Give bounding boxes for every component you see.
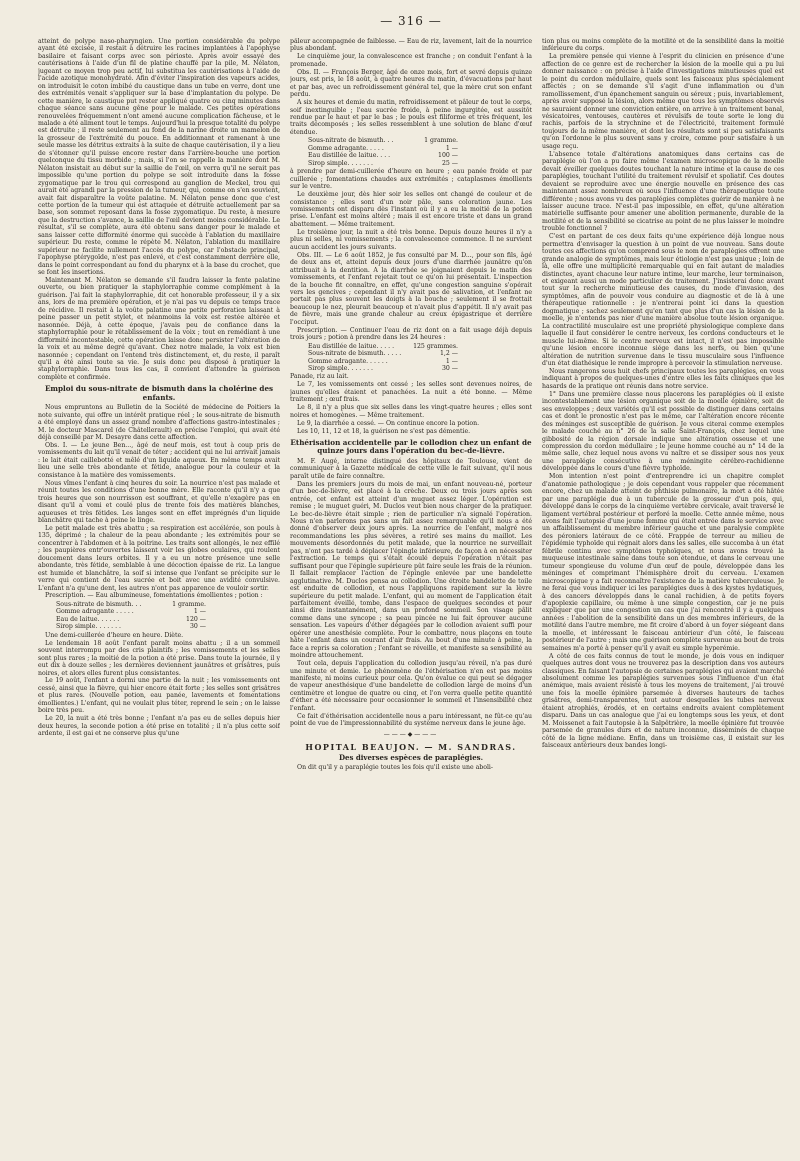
- paragraph: C'est en partant de ces deux faits qu'une expérience déjà longue nous permettra d'envisager la question à un point de vue nouveau. Sans doute toutes ces affections qu'on comprend sous le nom de paraplégies offrent une grande analogie de symptômes, mais leur étiologie n'est pas unique ; loin de là, elle offre une multiplicité remarquable qui en fait autant de maladies distinctes, ayant chacune leur nature intime, leur marche, leur terminaison, et exigeant aussi un mode particulier de traitement. J'insisterai donc avant tout sur la recherche minutieuse des causes, du mode d'invasion, des symptômes, afin de pouvoir vous conduire au diagnostic et de là à une thérapeutique rationnelle : je n'entrerai point ici dans la question dogmatique ; sachez seulement qu'en tant que plus d'un cas la lésion de la moelle, je n'entends pas nier d'une manière absolue toute lésion organique. La contractilité musculaire est une propriété physiologique complexe dans laquelle il faut considérer le centre nerveux, les cordons conducteurs et le muscle lui-même. Si le centre nerveux est intact, il n'est pas impossible qu'une lésion encore inconnue siége dans les nerfs, ou bien qu'une altération de nutrition survenue dans le tissu musculaire sous l'influence d'un état diathésique le rende impropre à percevoir la stimulation nerveuse.: [542, 233, 784, 367]
- paragraph: Tout cela, depuis l'application du collodion jusqu'au réveil, n'a pas duré une minute et demie. Le phénomène de l'éthérisation n'en est pas moins manifeste, ni moins curieux pour cela. Qu'on évalue ce qui peut se dégager de vapeur anesthésique d'une bandelette de collodion large de moins d'un centimètre et longue de quatre ou cinq, et l'on verra quelle petite quantité d'éther a été nécessaire pour occasionner le sommeil et l'insensibilité chez l'enfant.: [290, 660, 532, 712]
- paragraph: Le 7, les vomissements ont cessé ; les selles sont devenues noires, de jaunes qu'elles étaient et panachées. La nuit a été bonne. — Même traitement ; œuf frais.: [290, 381, 532, 404]
- paragraph: Nous vîmes l'enfant à cinq heures du soir. La nourrice n'est pas malade et réunit toutes les conditions d'une bonne mère. Elle raconte qu'il n'y a que trois heures que son nourrisson est souffrant, et qu'elle n'exagère pas en disant qu'il a vomi et coulé plus de trente fois des matières blanches, aqueuses et très fétides. Les langes sont en effet imprégnés d'un liquide blanchâtre qui tache à peine le linge.: [38, 479, 280, 524]
- paragraph: Les 10, 11, 12 et 18, la guérison ne s'est pas démentie.: [297, 427, 471, 435]
- paragraph: Obs. III. — Le 6 août 1852, je fus consulté par M. D..., pour son fils, âgé de deux ans et, atteint depuis deux jours d'une diarrhée jaunâtre qu'on attribuait à la dentition. A la diarrhée se joignaient depuis le matin des vomissements, et l'enfant rejetait tout ce qu'on lui présentait. L'inspection de la bouche fit connaître, en effet, qu'une congestion sanguine s'opérait vers les gencives ; cependant il n'y avait pas de salivation, et l'enfant ne portait pas plus souvent les doigts à la bouche ; seulement il se frottait beaucoup le nez, pleurait beaucoup et n'avait plus d'appétit. Il n'y avait pas de fièvre, mais une grande chaleur au creux épigastrique et derrière l'occiput.: [290, 251, 532, 326]
- text-columns: [38, 38, 784, 1150]
- paragraph: L'absence totale d'altérations anatomiques dans certains cas de paraplégie où l'on a pu faire même l'examen microscopique de la moelle devait éveiller quelques doutes touchant la nature intime et la cause de ces paraplégies, touchant l'utilité du traitement révulsif et spoliatif. Ces doutes devaient se reproduire avec une énergie nouvelle en présence des cas maintenant assez nombreux où sous l'influence d'une thérapeutique toute différente ; nous avons vu des paraplégies complètes guérir de manière à ne laisser aucune trace. N'est-il pas impossible, en effet, qu'une altération matérielle suffisante pour amener une abolition permanente, durable de la motilité et de la sensibilité se cicatrise au point de ne plus laisser le moindre trouble fonctionnel ?: [542, 150, 784, 233]
- prescription-line: Gomme adragante. . . . . 1 —: [308, 144, 458, 152]
- section-subheading: Des diverses espèces de paraplégies.: [338, 752, 484, 762]
- prescription-line: Sous-nitrate de bismuth. . . 1 gramme.: [308, 137, 458, 145]
- paragraph: Le troisième jour, la nuit a été très bonne. Depuis douze heures il n'y a plus ni selles, ni vomissements ; la convalescence commence. Il ne survient aucun accident les jours suivants.: [290, 228, 532, 251]
- paragraph: Mon intention n'est point d'entreprendre ici un chapitre complet d'anatomie pathologique ; je dois cependant vous rappeler que récemment encore, chez un malade atteint de phthisie pulmonaire, la mort a été hâtée par une paraplégie due à un tubercule de la grosseur d'un pois, qui, développé dans le corps de la cinquième vertèbre cervicale, avait traversé le ligament vertébral postérieur et perforé la moelle. Cette année même, nous avons fait l'autopsie d'une jeune femme qui était entrée dans le service avec un affaiblissement du membre inférieur gauche et une paralysie complète des péroniers latéraux de ce côté. Frappée de terreur au milieu de l'épidémie typhoïde qui régnait alors dans les salles, elle succomba à un état fébrile continu avec symptômes typhoïques, et nous avons trouvé la muqueuse intestinale saine dans toute son étendue, et dans le cerveau une tumeur spongieuse du volume d'un œuf de poule, développée dans les méninges et comprimant l'hémisphère droit du cerveau. L'examen microscopique y a fait reconnaître l'existence de la matière tuberculeuse. Je ne ferai que vous indiquer ici les paraplégies dues à des kystes hydatiques, à des cancers développés dans le canal rachidien, à de petits foyers d'apoplexie capillaire, ou même à une simple congestion, car je ne puis expliquer que par une congestion un cas que j'ai rencontré il y a quelques années : l'abolition de la sensibilité dans un des membres inférieurs, de la motilité dans l'autre membre, me fit croire d'abord à un foyer siégeant dans la moelle, et intéressant le faisceau antérieur d'un côté, le faisceau postérieur de l'autre ; mais une guérison complète survenue au bout de trois semaines m'a porté à penser qu'il y avait eu simple hyperémie.: [542, 473, 784, 652]
- prescription-list: [56, 601, 280, 631]
- prescription-line: Sirop simple. . . . . . . 25 —: [308, 159, 458, 167]
- paragraph: Nous empruntons au Bulletin de la Société de médecine de Poitiers la note suivante, qui offre un intérêt pratique réel ; le sous-nitrate de bismuth a été employé dans un assez grand nombre d'affections gastro-intestinales ; M. le docteur Mascarel (de Châtellerault) en précise l'emploi, qui avait été déjà conseillé par M. Desayre dans cette affection.: [38, 404, 280, 441]
- paragraph: A côté de ces faits connus de tout le monde, je dois vous en indiquer quelques autres dont vous ne trouverez pas la description dans vos auteurs classiques. En faisant l'autopsie de certaines paraplégies qui avaient marché absolument comme les paraplégies survenues sous l'influence d'un état anémique, mais avaient résisté à tous les moyens de traitement, j'ai trouvé une fois la moelle épinière parsemée à diverses hauteurs de taches grisâtres, demi-transparentes, tout autour desquelles les tubes nerveux étaient atrophiés, érodés, et en certains endroits avaient complètement disparu. Dans un cas analogue que j'ai eu longtemps sous les yeux, et dont M. Moissenet a fait l'autopsie à la Salpêtrière, la moelle épinière fut trouvée parsemée de granules durs et de nature inconnue, disséminés de chaque côté de la ligne médiane. Enfin, dans un troisième cas, il existait sur les faisceaux antérieurs deux bandes longi-: [542, 652, 784, 750]
- prescription-line: Gomme adragante. . . . . . 1 —: [308, 357, 458, 365]
- paragraph: La première pensée qui vienne à l'esprit du clinicien en présence d'une affection de ce genre est de rechercher la lésion de la moelle qui a pu lui donner naissance : on précise à l'aide d'investigations minutieuses quel est le point du cordon médullaire, quels sont les faisceaux plus spécialement affectés ; on se demande s'il s'agit d'une inflammation ou d'un ramollissement, d'un épanchement sanguin ou séreux ; puis, invariablement, après avoir supposé la lésion, alors même que tous les symptômes observés ne sauraient donner une conviction entière, on arrive à un traitement banal, vésicatoires, ventouses, cautères et révulsifs de toute sorte le long du rachis, parfois de la strychnine et de l'électricité, traitement formulé toujours de la même manière, et dont les résultats sont si peu satisfaisants qu'on l'ordonne le plus souvent sans y croire, comme pour satisfaire à un usage reçu.: [542, 53, 784, 150]
- paragraph: On dit qu'il y a paraplégie toutes les fois qu'il existe une aboli-: [297, 764, 493, 772]
- prescription-list: [308, 137, 532, 167]
- prescription-line: Sous-nitrate de bismuth. . . 1 gramme.: [56, 600, 206, 608]
- prescription-list: [308, 343, 532, 373]
- section-heading-bismuth: Emploi du sous-nitrate de bismuth dans la cholérine des enfants.: [44, 384, 274, 402]
- paragraph: Ce fait d'éthérisation accidentelle nous a paru intéressant, ne fût-ce qu'au point de vue de l'impressionnabilité du système nerveux dans le jeune âge.: [290, 712, 532, 728]
- prescription-label: Prescription. — Eau albumineuse, fomentations émollientes ; potion :: [45, 592, 263, 600]
- paragraph: Le 8, il n'y a plus que six selles dans les vingt-quatre heures ; elles sont noires et homogènes. — Même traitement.: [290, 404, 532, 419]
- page-number: — 316 —: [380, 14, 442, 28]
- prescription-line: Sous-nitrate de bismuth. . . . . 1,2 —: [308, 350, 458, 358]
- paragraph: A six heures et demie du matin, refroidissement et pâleur de tout le corps, soif inextinguible ; l'eau sucrée froide, à peine ingurgitée, est aussitôt rendue par le haut et par le bas ; le pouls est filiforme et très fréquent, les traits décomposés ; les selles ressemblent à une solution de blanc d'œuf étendue.: [290, 99, 532, 136]
- paragraph: à prendre par demi-cuillerée d'heure en heure ; eau panée froide et par cuillerée ; fomentations chaudes aux extrémités ; cataplasmes émollients sur le ventre.: [290, 168, 532, 191]
- prescription-line: Sirop simple. . . . . . . 30 —: [56, 623, 206, 631]
- paragraph: Le cinquième jour, la convalescence est franche ; on conduit l'enfant à la promenade.: [290, 53, 532, 68]
- paragraph: Le 19 août, l'enfant a dormi une partie de la nuit ; les vomissements ont cessé, ainsi que la fièvre, qui hier encore était forte ; les selles sont grisâtres et plus rares. (Nouvelle potion, eau panée, lavements et fomentations émollientes.) L'enfant, qui ne voulait plus téter, reprend le sein ; on le laisse boire très peu.: [38, 677, 280, 715]
- column-middle: [290, 38, 532, 1150]
- paragraph: Le 20, la nuit a été très bonne ; l'enfant n'a pas eu de selles depuis hier deux heures, la seconde potion a été prise en totalité ; il n'a plus cette soif ardente, il est gai et ne conserve plus qu'une: [38, 715, 280, 738]
- prescription-line: Eau de laitue. . . . . . 120 —: [56, 615, 206, 623]
- section-heading-ether: Ethérisation accidentelle par le collodion chez un enfant de quinze jours dans l'opération du bec-de-lièvre.: [290, 438, 532, 456]
- paragraph: Le 9, la diarrhée a cessé. — On continue encore la potion.: [297, 419, 480, 427]
- prescription-line: Eau distillée de laitue. . . . 100 —: [308, 152, 458, 160]
- paragraph: Panade, riz au lait.: [290, 373, 349, 381]
- hospital-heading: HOPITAL BEAUJON. — M. SANDRAS.: [305, 742, 517, 753]
- ornament-divider: ———◆———: [383, 730, 439, 738]
- prescription-label: Prescription. — Continuer l'eau de riz dont on a fait usage déjà depuis trois jours ; potion à prendre dans les 24 heures :: [290, 326, 532, 342]
- paragraph: atteint de polype naso-pharyngien. Une portion considérable du polype ayant été excisée, il restait à détruire les racines implantées à l'apophyse basilaire et faisant corps avec son périoste. Après avoir essayé des cautérisations à l'aide d'un fil de platine chauffé par la pile, M. Nélaton, jugeant ce moyen trop peu actif, lui substitua les cautérisations à l'aide de l'acide azotique monohydraté. Afin d'éviter l'inspiration des vapeurs acides, on introduisit le coton imbibé du caustique dans un tube en verre, dont une des extrémités venait s'appliquer sur la base d'implantation du polype. De cette manière, le caustique put rester appliqué quatre ou cinq minutes dans chaque séance sans aucune gêne pour le malade. Ces petites opérations renouvelées fréquemment n'ont amené aucune complication fâcheuse, et le malade a été aliment tout le temps. Aujourd'hui la presque totalité du polype est détruite ; il reste seulement au fond de la narine droite un mamelon de la grosseur de l'extrémité du pouce. En additionnant et ramenant à une seule masse les détritus extraits à la suite de chaque cautérisation, il y a lieu de s'étonner qu'il puisse encore rester dans l'arrière-bouche une portion quelconque du tissu morbide ; mais, si l'on se rappelle la manière dont M. Nélaton insistait au début sur la saillie de l'œil, on verra qu'il ne serait pas impossible qu'une portion du polype se soit introduite dans la fosse zygomatique par le trou qui correspond au ganglion de Meckel, trou qui aurait été agrandi par la pression de la tumeur, qui, comme on s'en souvient, avait fait disparaître la voûte palatine. M. Nélaton pense donc que c'est cette portion de la tumeur qui est attaquée et détruite actuellement par sa base, son sommet reposant dans la fosse zygomatique. Du reste, à mesure que la destruction s'avance, la saillie de l'œil devient moins considérable. Le résultat, s'il se complète, aura été obtenu sans danger pour le malade et sans laisser cette difformité énorme qui succède à l'ablation du maxillaire supérieur. Du reste, comme le répète M. Nélaton, l'ablation du maxillaire supérieur ne facilite nullement l'accès du polype, car l'obstacle principal, l'apophyse ptérygoïde, n'est pas enlevé, et c'est constamment derrière elle, dans le point correspondant au fond du pharynx et à la base du crochet, que se font les insertions.: [38, 38, 280, 277]
- paragraph: Obs. II. — François Berger, âgé de onze mois, fort et sevré depuis quinze jours, est pris, le 18 août, à quatre heures du matin, d'évacuations par haut et par bas, avec un refroidissement général tel, que la mère crut son enfant perdu.: [290, 68, 532, 99]
- column-right: [542, 38, 784, 1150]
- paragraph: Maintenant M. Nélaton se demande s'il faudra laisser la fente palatine ouverte, ou bien pratiquer la staphylorraphie comme complément à la guérison. J'ai fait la staphylorraphie, dit cet honorable professeur, il y a six ans, lors de ma première opération, et je n'ai pas vu depuis ce temps trace de récidive. Il restait à la voûte palatine une petite perforation laissant à peine passer un petit stylet, et néanmoins la voix est restée altérée et nasonnée. Déjà, à cette époque, j'avais peu de confiance dans la staphylorraphie pour le rétablissement de la voix ; tout en remédiant à une difformité incontestable, cette opération laisse donc persister l'altération de la voix et au même degré qu'avant. Chez notre malade, la voix est bien nasonnée ; cependant on l'entend très distinctement, et, du reste, il paraît qu'il a été ainsi toute sa vie. Je suis donc peu disposé à pratiquer la staphylorraphie. Dans tous les cas, il convient d'attendre la guérison complète et confirmée.: [38, 277, 280, 381]
- paragraph: pâleur accompagnée de faiblesse. — Eau de riz, lavement, lait de la nourrice plus abondant.: [290, 38, 532, 53]
- paragraph: Le petit malade est très abattu ; sa respiration est accélérée, son pouls à 135, déprimé ; la chaleur de la peau abondante ; les extrémités pour se concentrer à l'abdomen et à la poitrine. Les traits sont allongés, le nez effilé ; les paupières entr'ouvertes laissent voir les globes oculaires, qui roulent doucement dans leurs orbites. Il y a eu un notre présence une selle abondante, très fétide, semblable à une décoction épaisse de riz. La langue est humide et blanchâtre, la soif si intense que l'enfant se précipite sur le verre qui contient de l'eau sucrée et boit avec une avidité convulsive. L'enfant n'a qu'une dent, les autres n'ont pas apparence de vouloir sortir.: [38, 524, 280, 592]
- prescription-line: Sirop simple. . . . . . . 30 —: [308, 364, 458, 372]
- column-left: [38, 38, 280, 1150]
- paragraph: Obs. I. — Le jeune Ben..., âgé de neuf mois, est tout à coup pris de vomissements du lait qu'il venait de téter ; accident qui ne lui arrivait jamais : le lait était caillebotté et mêlé d'un liquide aqueux. En même temps avait lieu une selle très abondante et fétide, analogue pour la couleur et la consistance à la matière des vomissements.: [38, 441, 280, 479]
- journal-page: [38, 14, 784, 1154]
- paragraph: M. F. Augé, interne distingué des hôpitaux de Toulouse, vient de communiquer à la Gazette médicale de cette ville le fait suivant, qu'il nous paraît utile de faire connaître.: [290, 457, 532, 480]
- paragraph: 1° Dans une première classe nous placerons les paraplégies où il existe incontestablement une lésion organique soit de la moelle épinière, soit de ses enveloppes ; deux variétés qu'il est possible de distinguer dans certains cas et dont le pronostic n'est pas le même, car l'altération encore récente des méninges est susceptible de guérison. Je vous citerai comme exemples le malade couché au n° 26 de la salle Saint-François, chez lequel une gibbosité de la région dorsale indique une altération osseuse et une compression du cordon médullaire ; le jeune homme couché au n° 14 de la même salle, chez lequel nous avons vu naître et se dissiper sous nos yeux une paraplégie consécutive à une méningite cérébro-rachidienne développée dans le cours d'une fièvre typhoïde.: [542, 390, 784, 473]
- prescription-line: Gomme adragante . . . . . 1 —: [56, 608, 206, 616]
- paragraph: Le lendemain 18 août l'enfant paraît moins abattu ; il a un sommeil souvent interrompu par des cris plaintifs ; les vomissements et les selles sont plus rares ; la moitié de la potion a été prise. Dans toute la journée, il y eut dix à douze selles ; les dernières deviennent jaunâtres et grisâtres, puis noires, et alors elles furent plus consistantes.: [38, 639, 280, 677]
- paragraph: Une demi-cuillerée d'heure en heure. Diète.: [45, 631, 184, 639]
- paragraph: Nous rangerons sous huit chefs principaux toutes les paraplégies, en vous indiquant à propos de quelques-unes d'entre elles les faits cliniques que les hasards de la pratique ont réunis dans notre service.: [542, 367, 784, 390]
- paragraph: tion plus ou moins complète de la motilité et de la sensibilité dans la moitié inférieure du corps.: [542, 38, 784, 53]
- prescription-line: Eau distillée de laitue. . . . . 125 grammes.: [308, 342, 458, 350]
- paragraph: Dans les premiers jours du mois de mai, un enfant nouveau-né, porteur d'un bec-de-lièvre, est placé à la crèche. Deux ou trois jours après son entrée, cet enfant est atteint d'un muguet assez léger. L'opération est remise ; le muguet guéri, M. Duclos veut bien nous charger de la pratiquer. Le bec-de-lièvre était simple ; rien de particulier n'a signalé l'opération. Nous n'en parlerons pas sans un fait assez remarquable qu'il nous a été donné d'observer deux jours après. La nourrice de l'enfant, malgré nos recommandations les plus sévères, a retiré ses mains du maillot. Les mouvements désordonnés du petit malade, que la nourrice ne surveillait pas, n'ont pas tardé à déplacer l'épingle inférieure, de façon à en nécessiter l'extraction. Le temps qui s'était écoulé depuis l'opération n'était pas suffisant pour que l'épingle supérieure pût faire seule les frais de la réunion. Il fallait remplacer l'action de l'épingle enlevée par une bandelette agglutinative. M. Duclos pensa au collodion. Une étroite bandelette de toile est enduite de collodion, et nous l'appliquons rapidement sur la lèvre supérieure du petit malade. L'enfant, qui au moment de l'application était parfaitement éveillé, tombe, dans l'espace de quelques secondes et pour ainsi dire instantanément, dans un profond sommeil. Son visage pâlit comme dans une syncope ; sa peau pincée ne lui fait éprouver aucune sensation. Les vapeurs d'éther dégagées par le collodion avaient suffi pour opérer une anesthésie complète. Pour le combattre, nous plaçons en toute hâte l'enfant dans un courant d'air frais. Au bout d'une minute à peine, la face a repris sa coloration ; l'enfant se réveille, et manifeste sa sensibilité au moindre attouchement.: [290, 480, 532, 660]
- paragraph: Le deuxième jour, dès hier soir les selles ont changé de couleur et de consistance ; elles sont d'un noir pâle, sans coloration jaune. Les vomissements ont disparu dès l'instant où il y a eu la moitié de la potion prise. L'enfant est moins altéré ; mais il est encore triste et dans un grand abattement. — Même traitement.: [290, 191, 532, 228]
